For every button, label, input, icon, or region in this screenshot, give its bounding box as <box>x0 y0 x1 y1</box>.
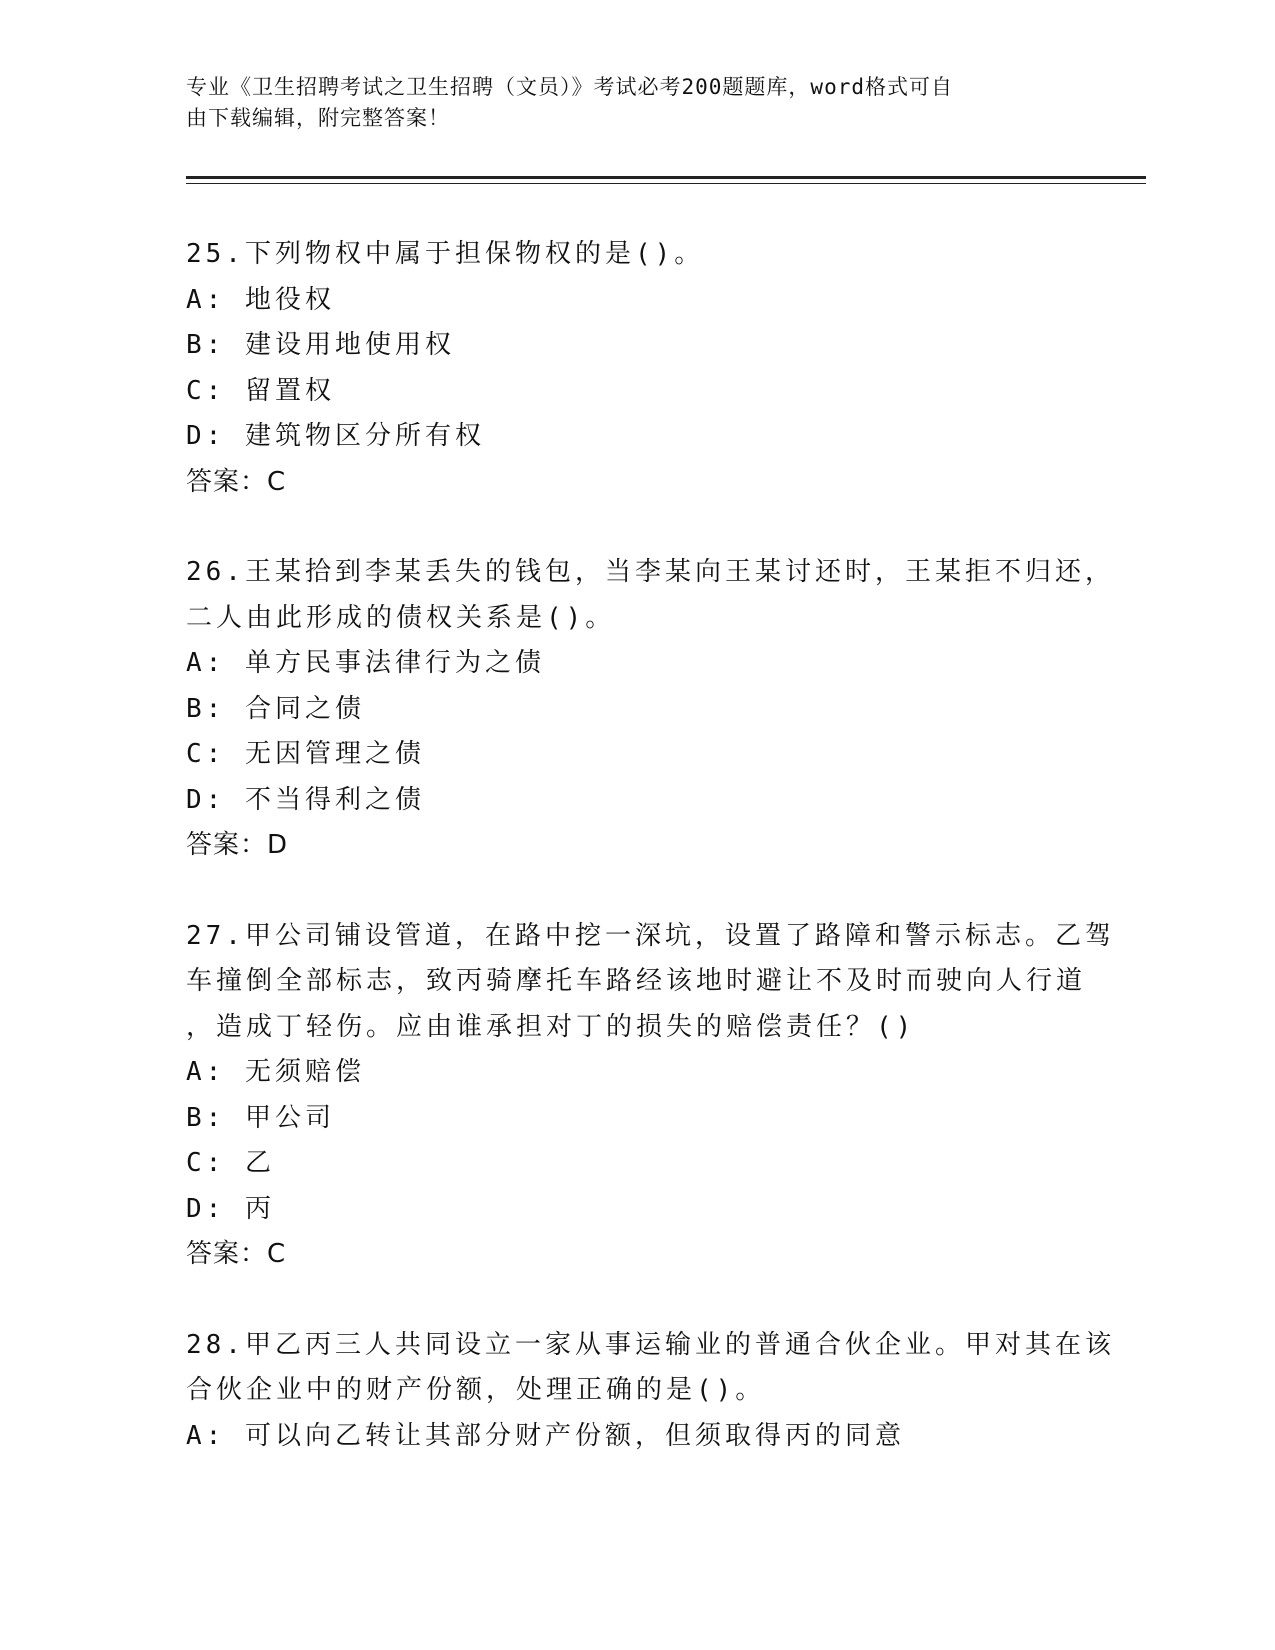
question-stem: 28.甲乙丙三人共同设立一家从事运输业的普通合伙企业。甲对其在该 <box>186 1329 1115 1360</box>
question-stem: 25.下列物权中属于担保物权的是()。 <box>186 239 705 269</box>
document-header <box>186 72 1086 134</box>
option-a: A: 单方民事法律行为之债 <box>186 648 545 678</box>
header-divider-thin <box>186 183 1146 184</box>
question-stem: 合伙企业中的财产份额，处理正确的是()。 <box>186 1375 766 1405</box>
answer-label: 答案：C <box>186 1239 287 1269</box>
header-line-2: 由下载编辑，附完整答案！ <box>186 106 450 130</box>
question-26 <box>186 550 1115 869</box>
answer-label: 答案：C <box>186 466 287 497</box>
option-d: D: 丙 <box>186 1193 275 1224</box>
question-stem: 车撞倒全部标志，致丙骑摩托车路经该地时避让不及时而驶向人行道 <box>186 966 1087 996</box>
option-a: A: 可以向乙转让其部分财产份额，但须取得丙的同意 <box>186 1420 905 1451</box>
option-c: C: 乙 <box>186 1148 275 1178</box>
option-a: A: 地役权 <box>186 284 335 315</box>
option-c: C: 无因管理之债 <box>186 739 425 769</box>
question-stem: 二人由此形成的债权关系是()。 <box>186 602 616 633</box>
question-stem: 26.王某拾到李某丢失的钱包，当李某向王某讨还时，王某拒不归还， <box>186 557 1115 587</box>
question-27 <box>186 914 1115 1278</box>
header-line-1: 专业《卫生招聘考试之卫生招聘（文员）》考试必考200题题库，word格式可自 <box>186 75 953 99</box>
option-b: B: 建设用地使用权 <box>186 330 455 360</box>
option-a: A: 无须赔偿 <box>186 1057 365 1087</box>
option-d: D: 建筑物区分所有权 <box>186 421 485 451</box>
option-c: C: 留置权 <box>186 375 335 406</box>
option-b: B: 合同之债 <box>186 693 365 724</box>
option-b: B: 甲公司 <box>186 1102 335 1133</box>
question-28 <box>186 1323 1115 1460</box>
question-stem: ，造成丁轻伤。应由谁承担对丁的损失的赔偿责任？() <box>186 1011 916 1042</box>
question-25 <box>186 232 1086 505</box>
answer-label: 答案：D <box>186 830 289 860</box>
question-stem: 27.甲公司铺设管道，在路中挖一深坑，设置了路障和警示标志。乙驾 <box>186 920 1115 951</box>
header-divider-thick <box>186 176 1146 179</box>
option-d: D: 不当得利之债 <box>186 784 425 815</box>
question-list <box>186 232 1115 1504</box>
